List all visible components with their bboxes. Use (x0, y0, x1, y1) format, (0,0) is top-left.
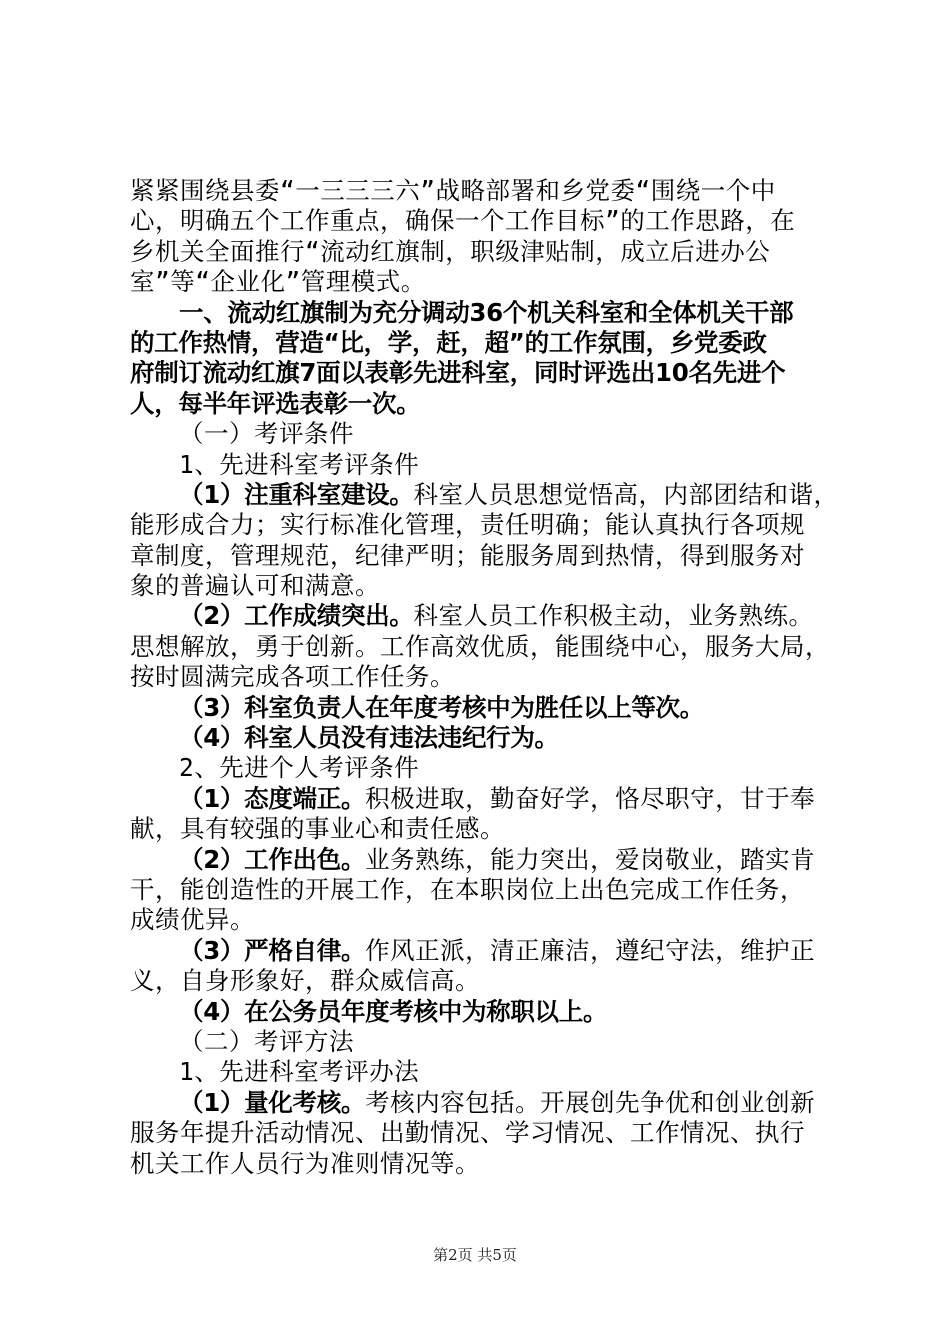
paragraph-line (130, 845, 842, 875)
item-line-bold: （3）科室负责人在年度考核中为胜任以上等次。 (179, 692, 704, 722)
paragraph-line: 干，能创造性的开展工作，在本职岗位上出色完成工作任务， (130, 874, 805, 904)
paragraph-line (130, 601, 842, 631)
section-heading-line: 府制订流动红旗7面以表彰先进科室，同时评选出10名先进个 (130, 358, 786, 388)
item-text: 考核内容包括。开展创先争优和创业创新 (365, 1087, 816, 1117)
item-lead: （2）工作出色。 (179, 844, 366, 874)
paragraph-line: 献，具有较强的事业心和责任感。 (130, 814, 505, 844)
paragraph-line: 心，明确五个工作重点，确保一个工作目标”的工作思路，在 (130, 206, 796, 236)
paragraph-line: 机关工作人员行为准则情况等。 (130, 1148, 480, 1178)
paragraph-line: 义，自身形象好，群众威信高。 (130, 966, 480, 996)
paragraph-line: 章制度，管理规范，纪律严明；能服务周到热情，得到服务对 (130, 540, 805, 570)
section-heading-line: 人，每半年评选表彰一次。 (130, 388, 421, 418)
paragraph-line: 服务年提升活动情况、出勤情况、学习情况、工作情况、执行 (130, 1118, 805, 1148)
paragraph-line: 室”等“企业化”管理模式。 (130, 267, 426, 297)
subsection-heading: （二）考评方法 (179, 1026, 354, 1056)
item-text: 作风正派，清正廉洁，遵纪守法，维护正 (365, 935, 816, 965)
paragraph-line (130, 784, 842, 814)
paragraph-line (130, 480, 842, 510)
page-footer: 第2页 共5页 (433, 1246, 517, 1264)
paragraph-line: 思想解放，勇于创新。工作高效优质，能围绕中心，服务大局， (130, 631, 830, 661)
section-heading-line: 一、流动红旗制为充分调动36个机关科室和全体机关干部 (179, 297, 794, 327)
paragraph-line: 乡机关全面推行“流动红旗制，职级津贴制，成立后进办公 (130, 236, 771, 266)
paragraph-line: 象的普遍认可和满意。 (130, 571, 380, 601)
paragraph-line: 按时圆满完成各项工作任务。 (130, 662, 455, 692)
subsection-heading: 2、先进个人考评条件 (179, 753, 420, 783)
subsection-heading: 1、先进科室考评条件 (179, 449, 420, 479)
paragraph-line: 紧紧围绕县委“一三三三六”战略部署和乡党委“围绕一个中 (130, 176, 776, 205)
paragraph-line (130, 1088, 842, 1118)
item-lead: （1）态度端正。 (179, 783, 366, 813)
item-lead: （1）注重科室建设。 (179, 479, 414, 509)
item-text: 科室人员工作积极主动，业务熟练。 (413, 601, 814, 631)
paragraph-line: 成绩优异。 (130, 905, 255, 935)
item-text: 积极进取，勤奋好学，恪尽职守，甘于奉 (365, 783, 816, 813)
paragraph-line: 能形成合力；实行标准化管理，责任明确；能认真执行各项规 (130, 510, 805, 540)
item-line-bold: （4）在公务员年度考核中为称职以上。 (179, 996, 608, 1026)
item-lead: （1）量化考核。 (179, 1087, 366, 1117)
item-text: 业务熟练，能力突出，爱岗敬业，踏实肯 (365, 844, 816, 874)
section-heading-line: 的工作热情，营造“比，学，赶，超”的工作氛围，乡党委政 (130, 327, 767, 357)
item-lead: （2）工作成绩突出。 (179, 601, 414, 631)
subsection-heading: （一）考评条件 (179, 419, 354, 449)
document-body (130, 176, 842, 1179)
subsection-heading: 1、先进科室考评办法 (179, 1057, 420, 1087)
item-lead: （3）严格自律。 (179, 935, 366, 965)
item-text: 科室人员思想觉悟高，内部团结和谐， (413, 479, 839, 509)
item-line-bold: （4）科室人员没有违法违纪行为。 (179, 723, 559, 753)
paragraph-line (130, 936, 842, 966)
